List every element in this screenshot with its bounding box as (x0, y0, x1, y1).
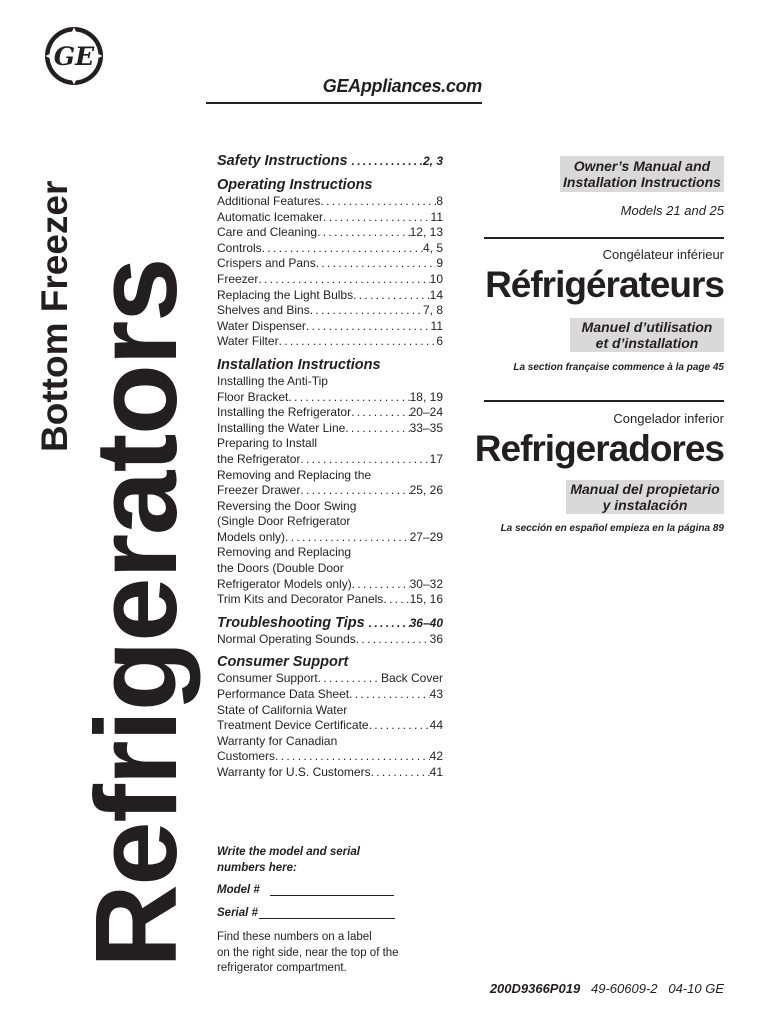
top-rule (206, 102, 482, 104)
toc-entry-line: the Doors (Double Door (217, 561, 344, 576)
models-text: Models 21 and 25 (620, 203, 724, 218)
toc-entry (217, 303, 443, 319)
model-number-field (217, 883, 394, 896)
toc-entry (217, 765, 443, 781)
find-note-line: Find these numbers on a label (217, 931, 372, 943)
toc-entry-label: Controls (217, 240, 262, 255)
website-url[interactable]: GEAppliances.com (322, 76, 482, 96)
toc-entry-page: 8 (436, 194, 443, 208)
toc-entry-line: Removing and Replacing (217, 545, 352, 560)
toc-entry-page: 44 (429, 718, 443, 733)
spanish-box-line: y instalación (602, 497, 688, 513)
ge-logo-text: GE (53, 42, 95, 71)
toc-entry-label: Automatic Icemaker (217, 209, 324, 224)
toc-entry-label: Installing the Refrigerator (217, 405, 352, 420)
toc-entry-label: Care and Cleaning (217, 225, 318, 240)
toc-entry (217, 483, 443, 499)
toc-entry-page: 12, 13 (409, 225, 443, 240)
toc-heading-label: Safety Instructions (217, 153, 348, 169)
toc-entry-label: Crispers and Pans (217, 256, 316, 271)
toc-entry-label: Installing the Water Line (217, 420, 346, 435)
toc-leader-dots (279, 334, 437, 350)
toc-entry-page: 36 (429, 631, 443, 646)
toc-entry (217, 194, 443, 210)
toc-entry-label: Shelves and Bins (217, 303, 310, 318)
toc-leader-dots (323, 210, 430, 226)
toc-leader-dots (351, 405, 410, 421)
toc-section-heading: Consumer Support (217, 654, 349, 671)
vertical-subtitle: Bottom Freezer (34, 180, 75, 452)
toc-leader-dots (300, 483, 409, 499)
toc-heading-page: 36–40 (409, 615, 443, 630)
toc-entry (217, 210, 443, 226)
toc-leader-dots (383, 592, 409, 608)
find-note (217, 930, 457, 977)
serial-label: Serial # (217, 907, 258, 919)
toc-heading-page: 2, 3 (422, 154, 443, 168)
ge-logo (44, 26, 104, 86)
toc-entry-line: State of California Water (217, 702, 348, 717)
toc-entry-label: Replacing the Light Bulbs (217, 287, 354, 302)
toc-entry (217, 288, 443, 304)
toc-entry-page: 33–35 (409, 420, 443, 435)
english-box-line: Installation Instructions (563, 174, 721, 190)
french-manual-box (570, 318, 724, 352)
toc-entry-label: Additional Features (217, 194, 321, 208)
write-note-line: numbers here: (217, 862, 297, 874)
spanish-manual-box (566, 480, 724, 514)
toc-entry-label: Trim Kits and Decorator Panels (217, 592, 384, 607)
toc-entry-line: Removing and Replacing the (217, 467, 372, 482)
model-blank-line (270, 883, 394, 896)
toc-leader-dots (310, 303, 423, 319)
footer-revision: 49-60609-2 04-10 GE (591, 981, 724, 996)
toc-entry-label: Warranty for U.S. Customers (217, 765, 371, 779)
french-box-line: Manuel d’utilisation (581, 319, 713, 335)
toc-leader-dots (349, 687, 430, 703)
serial-number-field (217, 906, 395, 919)
english-manual-box (560, 156, 724, 192)
find-note-line: on the right side, near the top of the (217, 946, 399, 959)
french-subtitle: Congélateur inférieur (602, 247, 724, 262)
toc-entry-page: 15, 16 (409, 592, 443, 607)
toc-entry-line: Preparing to Install (217, 436, 318, 451)
table-of-contents (217, 152, 443, 781)
toc-leader-dots (320, 194, 436, 210)
toc-section-heading: Operating Instructions (217, 177, 373, 193)
toc-section-heading (217, 614, 443, 632)
toc-entry-label: Treatment Device Certificate (217, 718, 369, 733)
toc-leader-dots (262, 241, 423, 257)
toc-entry-page: 17 (429, 451, 443, 466)
toc-entry (217, 225, 443, 241)
toc-entry-page: 6 (436, 334, 443, 349)
toc-entry (217, 592, 443, 608)
toc-entry-label: Performance Data Sheet (217, 687, 350, 702)
toc-entry-line: Warranty for Canadian (217, 733, 338, 748)
toc-entry-line: Reversing the Door Swing (217, 498, 357, 513)
toc-entry (217, 632, 443, 648)
toc-entry (217, 671, 443, 687)
toc-entry-label: Models only) (217, 529, 286, 544)
toc-entry-label: Floor Bracket (217, 389, 289, 404)
toc-entry-page: Back Cover (380, 671, 443, 686)
toc-entry-label: Freezer (217, 271, 259, 286)
toc-entry (217, 530, 443, 546)
toc-leader-dots (317, 225, 410, 241)
toc-leader-dots (371, 765, 430, 781)
toc-entry (217, 256, 443, 272)
toc-leader-dots (365, 614, 410, 632)
spanish-note: La sección en español empieza en la página 89 (500, 523, 724, 534)
toc-leader-dots (352, 577, 410, 593)
toc-heading-label: Troubleshooting Tips (217, 614, 365, 631)
toc-entry (217, 334, 443, 350)
toc-entry (217, 241, 443, 257)
toc-entry (217, 390, 443, 406)
toc-entry (217, 452, 443, 468)
serial-blank-line (259, 906, 395, 919)
toc-entry-page: 41 (429, 765, 443, 779)
toc-entry-page: 9 (436, 256, 443, 271)
toc-entry-label: Water Dispenser (217, 318, 306, 333)
write-note-line: Write the model and serial (217, 846, 360, 858)
find-note-line: refrigerator compartment. (217, 962, 347, 974)
toc-leader-dots (369, 718, 430, 734)
footer-part-number: 200D9366P019 (489, 981, 581, 996)
toc-leader-dots (356, 632, 430, 648)
toc-entry (217, 749, 443, 765)
toc-leader-dots (353, 288, 430, 304)
toc-leader-dots (258, 272, 429, 288)
toc-entry-page: 11 (430, 209, 443, 224)
toc-entry-page: 7, 8 (422, 303, 443, 318)
toc-entry-page: 30–32 (409, 576, 443, 591)
toc-entry-line: Installing the Anti-Tip (217, 373, 328, 388)
toc-entry-page: 4, 5 (422, 240, 443, 255)
toc-entry-page: 10 (429, 271, 443, 286)
divider (484, 400, 724, 402)
toc-entry-page: 11 (430, 318, 443, 333)
toc-leader-dots (345, 421, 409, 437)
french-note: La section française commence à la page 45 (513, 362, 724, 373)
footer-codes (430, 981, 724, 996)
toc-entry (217, 405, 443, 421)
toc-entry (217, 687, 443, 703)
toc-leader-dots (348, 152, 423, 170)
toc-leader-dots (275, 749, 430, 765)
toc-entry-label: Customers (217, 749, 276, 764)
toc-entry-page: 25, 26 (409, 483, 443, 498)
english-box-line: Owner’s Manual and (573, 158, 711, 174)
toc-leader-dots (306, 319, 431, 335)
toc-entry-label: Freezer Drawer (217, 483, 301, 498)
toc-leader-dots (316, 256, 437, 272)
toc-entry-page: 14 (429, 287, 443, 302)
toc-entry-label: Refrigerator Models only) (217, 576, 352, 591)
model-label: Model # (217, 884, 260, 896)
vertical-title: Refrigerators (71, 259, 201, 968)
write-note (217, 844, 417, 876)
toc-entry-page: 43 (429, 687, 443, 702)
toc-entry-line: (Single Door Refrigerator (217, 514, 351, 529)
divider (484, 237, 724, 239)
toc-leader-dots (300, 452, 429, 468)
spanish-box-line: Manual del propietario (570, 481, 720, 497)
toc-entry-page: 27–29 (409, 529, 443, 544)
toc-entry (217, 577, 443, 593)
toc-entry (217, 421, 443, 437)
toc-entry-page: 18, 19 (409, 389, 443, 404)
french-box-line: et d’installation (595, 335, 699, 351)
toc-entry-label: Water Filter (217, 334, 279, 349)
toc-leader-dots (288, 390, 409, 406)
toc-entry-page: 42 (429, 749, 443, 764)
spanish-title: Refrigeradores (474, 428, 724, 469)
toc-leader-dots (318, 671, 381, 687)
toc-entry-label: the Refrigerator (217, 451, 301, 466)
toc-entry (217, 319, 443, 335)
toc-entry-label: Normal Operating Sounds (217, 631, 356, 646)
toc-section-heading: Installation Instructions (217, 356, 381, 373)
toc-leader-dots (285, 530, 410, 546)
spanish-subtitle: Congelador inferior (613, 411, 724, 426)
toc-entry (217, 718, 443, 734)
toc-entry-label: Consumer Support (217, 671, 318, 686)
toc-section-heading (217, 152, 443, 170)
french-title: Réfrigérateurs (485, 264, 724, 305)
toc-entry (217, 272, 443, 288)
toc-entry-page: 20–24 (409, 405, 443, 420)
